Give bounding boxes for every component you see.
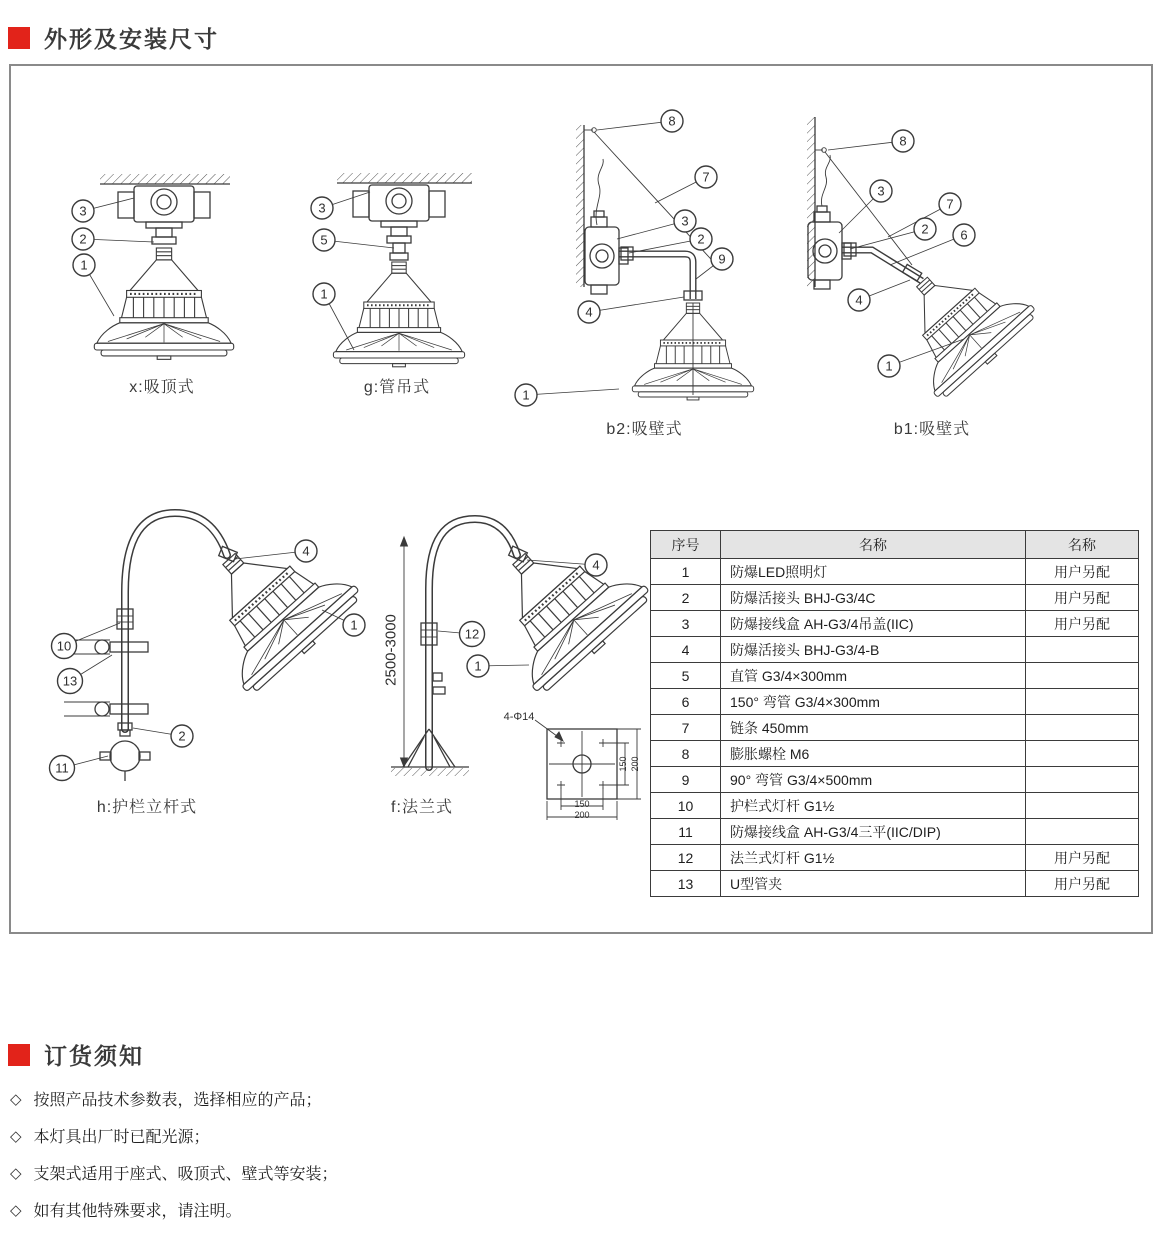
diagram-label-h: h:护栏立杆式 [96, 799, 198, 816]
dimension-text: 2500-3000 [382, 614, 400, 686]
callout-number: 4 [585, 304, 593, 320]
callout-number: 6 [960, 227, 968, 243]
diagram-g-pipe-pendant [282, 150, 512, 402]
note-text: 支架式适用于座式、吸顶式、壁式等安装； [33, 1166, 338, 1183]
cell-note [1026, 819, 1139, 845]
dimension-text: 200 [630, 756, 641, 772]
cell-note: 用户另配 [1026, 585, 1139, 611]
callout-number: 1 [350, 617, 358, 633]
callout-number: 8 [899, 133, 907, 149]
callout-number: 13 [62, 673, 78, 689]
callout-number: 7 [702, 169, 710, 185]
table-row [651, 845, 1139, 871]
cell-no: 7 [651, 715, 721, 741]
table-row [651, 871, 1139, 897]
table-header-row [651, 531, 1139, 559]
diagram-h-guardrail-pole [32, 497, 382, 802]
note-line [10, 1087, 322, 1110]
cell-name: 防爆活接头 BHJ-G3/4-B [721, 637, 1026, 663]
dimension-text: 4-Φ14 [503, 710, 535, 723]
cell-name: 链条 450mm [721, 715, 1026, 741]
section-ordering-title [8, 1038, 144, 1071]
cell-note [1026, 715, 1139, 741]
diagram-x-ceiling-mount [42, 152, 282, 402]
cell-no: 3 [651, 611, 721, 637]
note-text: 本灯具出厂时已配光源； [33, 1129, 210, 1146]
callout-number: 2 [697, 231, 705, 247]
note-text: 如有其他特殊要求，请注明。 [33, 1203, 242, 1220]
cell-no: 6 [651, 689, 721, 715]
table-row [651, 663, 1139, 689]
cell-no: 12 [651, 845, 721, 871]
cell-name: 防爆接线盒 AH-G3/4三平(IIC/DIP) [721, 819, 1026, 845]
section-dimensions-title [8, 21, 219, 54]
col-header-no: 序号 [651, 531, 721, 559]
table-row [651, 715, 1139, 741]
cell-no: 13 [651, 871, 721, 897]
red-square-bullet [8, 1044, 30, 1066]
table-row [651, 611, 1139, 637]
parts-table [650, 530, 1139, 897]
callout-number: 9 [718, 251, 726, 267]
cell-name: 法兰式灯杆 G1½ [721, 845, 1026, 871]
callout-number: 3 [877, 183, 885, 199]
callout-number: 4 [855, 292, 863, 308]
cell-note: 用户另配 [1026, 871, 1139, 897]
cell-no: 4 [651, 637, 721, 663]
callout-number: 1 [80, 257, 88, 273]
cell-note: 用户另配 [1026, 845, 1139, 871]
table-row [651, 741, 1139, 767]
cell-note [1026, 741, 1139, 767]
red-square-bullet [8, 27, 30, 49]
note-text: 按照产品技术参数表，选择相应的产品； [33, 1092, 322, 1109]
note-line [10, 1124, 210, 1147]
cell-note [1026, 793, 1139, 819]
diagram-label-b2: b2:吸壁式 [606, 421, 683, 438]
cell-no: 9 [651, 767, 721, 793]
callout-number: 12 [464, 626, 480, 642]
cell-name: U型管夹 [721, 871, 1026, 897]
diagram-label-x: x:吸顶式 [129, 379, 195, 396]
cell-name: 防爆LED照明灯 [721, 559, 1026, 585]
table-row [651, 637, 1139, 663]
callout-number: 4 [592, 557, 600, 573]
cell-no: 1 [651, 559, 721, 585]
cell-note [1026, 689, 1139, 715]
callout-number: 1 [474, 658, 482, 674]
diagram-b2-wall-mount [507, 97, 782, 442]
cell-name: 膨胀螺栓 M6 [721, 741, 1026, 767]
cell-name: 护栏式灯杆 G1½ [721, 793, 1026, 819]
table-row [651, 793, 1139, 819]
callout-number: 2 [79, 231, 87, 247]
cell-no: 2 [651, 585, 721, 611]
callout-number: 1 [320, 286, 328, 302]
cell-note: 用户另配 [1026, 611, 1139, 637]
diagram-label-b1: b1:吸壁式 [893, 421, 971, 438]
callout-number: 2 [178, 728, 186, 744]
ordering-title: 订货须知 [44, 1043, 144, 1069]
note-line [10, 1198, 242, 1221]
page-title: 外形及安装尺寸 [44, 26, 219, 52]
diamond-bullet: ◇ [10, 1201, 22, 1219]
cell-note [1026, 663, 1139, 689]
callout-number: 3 [318, 200, 326, 216]
callout-leader [889, 339, 964, 366]
callout-number: 1 [522, 387, 530, 403]
diagram-b1-wall-mount [792, 97, 1072, 442]
callout-number: 1 [885, 358, 893, 374]
dimension-text: 200 [574, 810, 590, 821]
table-row [651, 559, 1139, 585]
cell-name: 150° 弯管 G3/4×300mm [721, 689, 1026, 715]
diagram-f-flange-pole [377, 497, 662, 822]
callout-number: 4 [302, 543, 310, 559]
callout-number: 11 [55, 760, 69, 776]
table-row [651, 819, 1139, 845]
cell-name: 90° 弯管 G3/4×500mm [721, 767, 1026, 793]
callout-number: 2 [921, 221, 929, 237]
dimension-text: 150 [618, 756, 629, 772]
diamond-bullet: ◇ [10, 1164, 22, 1182]
diamond-bullet: ◇ [10, 1090, 22, 1108]
col-header-name: 名称 [721, 531, 1026, 559]
table-row [651, 689, 1139, 715]
drawings-panel [9, 64, 1153, 934]
diamond-bullet: ◇ [10, 1127, 22, 1145]
note-line [10, 1161, 338, 1184]
diagram-label-f: f:法兰式 [391, 799, 453, 816]
diagram-label-g: g:管吊式 [363, 379, 431, 396]
cell-no: 8 [651, 741, 721, 767]
cell-no: 11 [651, 819, 721, 845]
cell-note: 用户另配 [1026, 559, 1139, 585]
cell-name: 直管 G3/4×300mm [721, 663, 1026, 689]
callout-number: 5 [320, 232, 328, 248]
callout-number: 3 [681, 213, 689, 229]
cell-note [1026, 637, 1139, 663]
callout-leader [526, 389, 619, 395]
callout-number: 7 [946, 196, 954, 212]
dimension-text: 150 [574, 799, 590, 810]
cell-name: 防爆接线盒 AH-G3/4吊盖(IIC) [721, 611, 1026, 637]
callout-number: 10 [56, 638, 72, 654]
col-header-note: 名称 [1026, 531, 1139, 559]
cell-no: 10 [651, 793, 721, 819]
cell-no: 5 [651, 663, 721, 689]
callout-leader [589, 297, 684, 312]
table-row [651, 767, 1139, 793]
table-row [651, 585, 1139, 611]
cell-note [1026, 767, 1139, 793]
cell-name: 防爆活接头 BHJ-G3/4C [721, 585, 1026, 611]
callout-number: 8 [668, 113, 676, 129]
callout-number: 3 [79, 203, 87, 219]
